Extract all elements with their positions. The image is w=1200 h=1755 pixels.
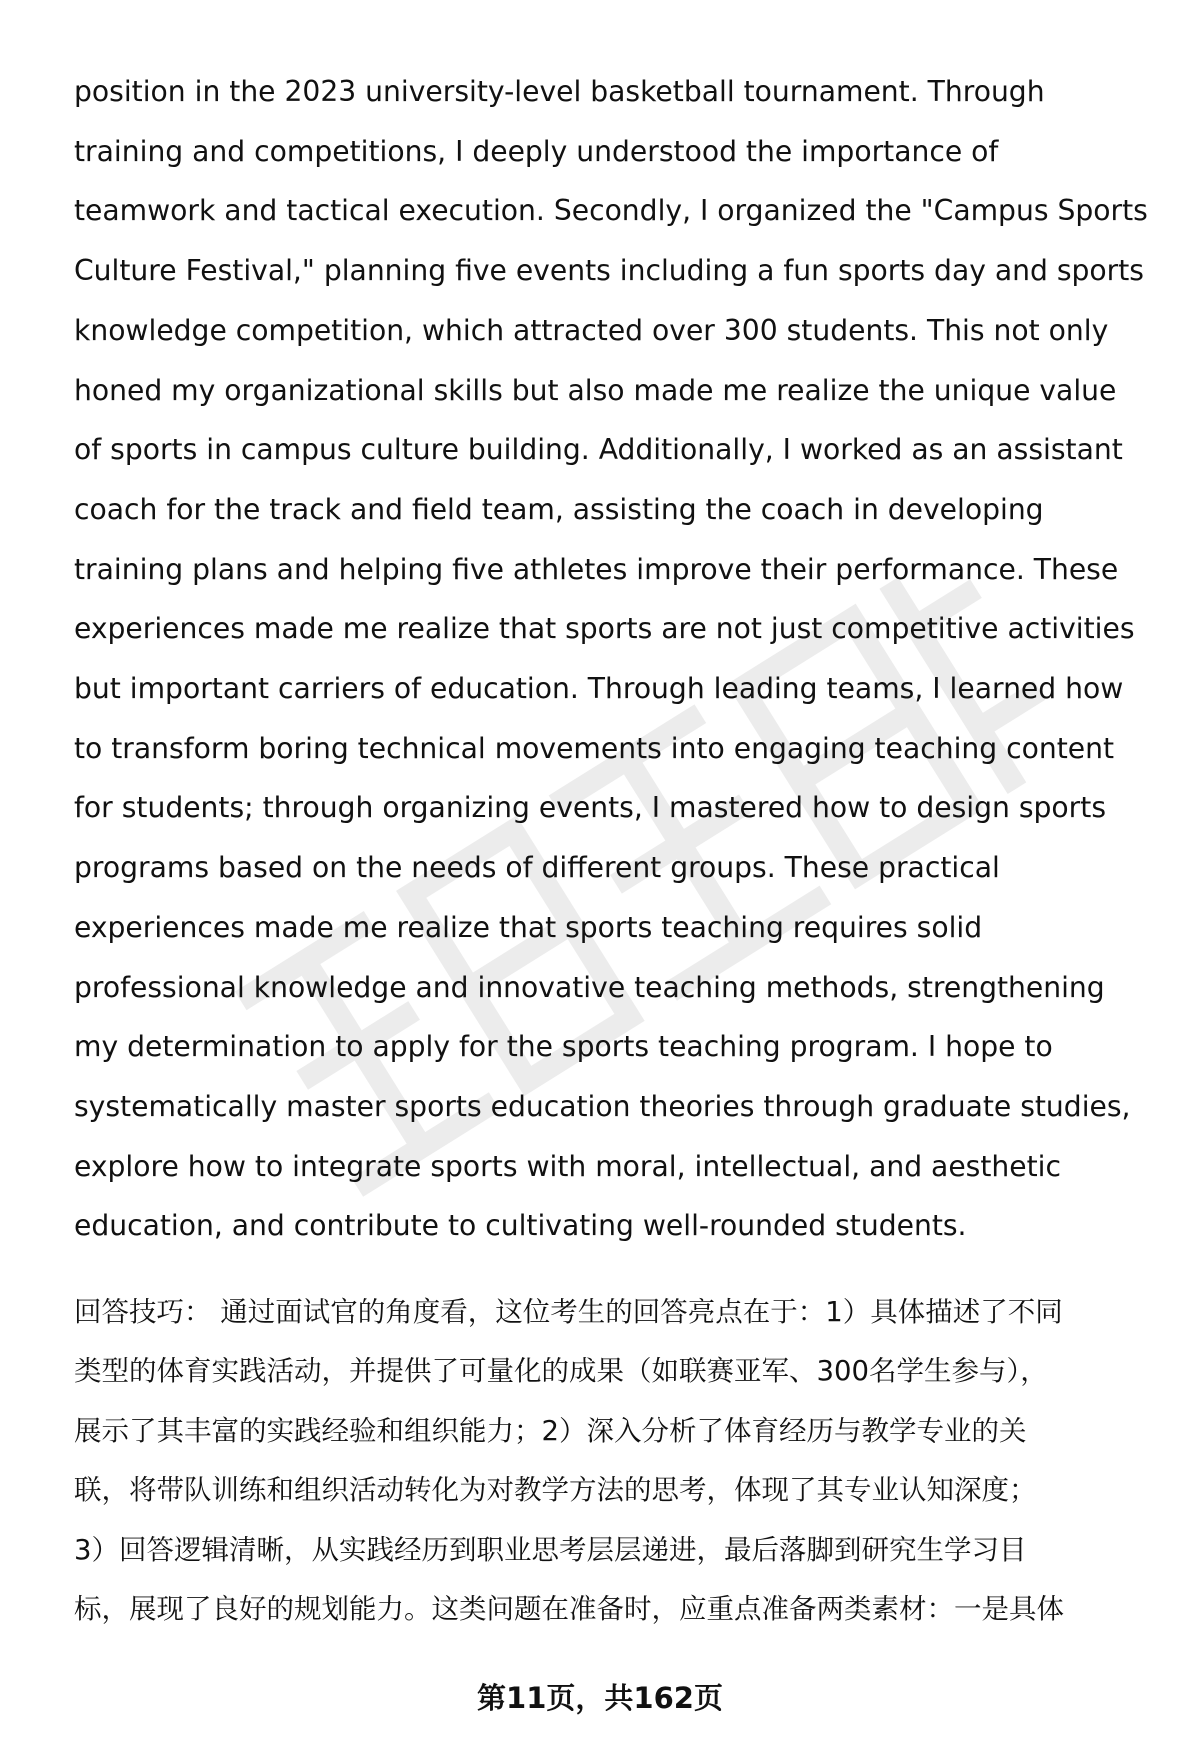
- tips-line: 3）回答逻辑清晰，从实践经历到职业思考层层递进，最后落脚到研究生学习目: [74, 1533, 1027, 1566]
- answer-line: explore how to integrate sports with moral, intellectual, and aesthetic: [74, 1149, 1062, 1183]
- answer-line: but important carriers of education. Through leading teams, I learned how: [74, 672, 1124, 706]
- answer-line: teamwork and tactical execution. Secondly, I organized the "Campus Sports: [74, 194, 1148, 228]
- answer-line: programs based on the needs of different groups. These practical: [74, 851, 1000, 885]
- tips-line: 标，展现了良好的规划能力。这类问题在准备时，应重点准备两类素材：一是具体: [74, 1593, 1064, 1626]
- answer-line: for students; through organizing events, I mastered how to design sports: [74, 791, 1107, 825]
- answer-line: training plans and helping five athletes improve their performance. These: [74, 552, 1119, 586]
- answer-line: of sports in campus culture building. Additionally, I worked as an assistant: [74, 433, 1123, 467]
- answer-line: systematically master sports education theories through graduate studies,: [74, 1089, 1131, 1123]
- answer-line: to transform boring technical movements into engaging teaching content: [74, 731, 1115, 765]
- tips-line: 展示了其丰富的实践经验和组织能力；2）深入分析了体育经历与教学专业的关: [74, 1414, 1027, 1447]
- answer-line: coach for the track and field team, assisting the coach in developing: [74, 492, 1044, 526]
- answer-line: knowledge competition, which attracted over 300 students. This not only: [74, 313, 1109, 347]
- answer-line: professional knowledge and innovative teaching methods, strengthening: [74, 970, 1105, 1004]
- answer-line: position in the 2023 university-level basketball tournament. Through: [74, 75, 1045, 108]
- tips-line: 联，将带队训练和组织活动转化为对教学方法的思考，体现了其专业认知深度；: [74, 1474, 1037, 1507]
- answer-line: Culture Festival," planning five events including a fun sports day and sports: [74, 254, 1144, 288]
- answer-line: my determination to apply for the sports teaching program. I hope to: [74, 1030, 1053, 1064]
- answer-tips-paragraph: [74, 1283, 1154, 1639]
- answer-line: training and competitions, I deeply understood the importance of: [74, 134, 999, 168]
- answer-line: experiences made me realize that sports are not just competitive activities: [74, 612, 1135, 646]
- answer-line: experiences made me realize that sports teaching requires solid: [74, 910, 983, 944]
- tips-line: 回答技巧： 通过面试官的角度看，这位考生的回答亮点在于：1）具体描述了不同: [74, 1296, 1063, 1328]
- tips-line: 类型的体育实践活动，并提供了可量化的成果（如联赛亚军、300名学生参与），: [74, 1355, 1048, 1388]
- answer-line: honed my organizational skills but also made me realize the unique value: [74, 373, 1117, 407]
- page-number-footer: 第11页，共162页: [477, 1681, 723, 1715]
- answer-line: education, and contribute to cultivating well-rounded students.: [74, 1209, 967, 1243]
- answer-paragraph: [74, 62, 1154, 1256]
